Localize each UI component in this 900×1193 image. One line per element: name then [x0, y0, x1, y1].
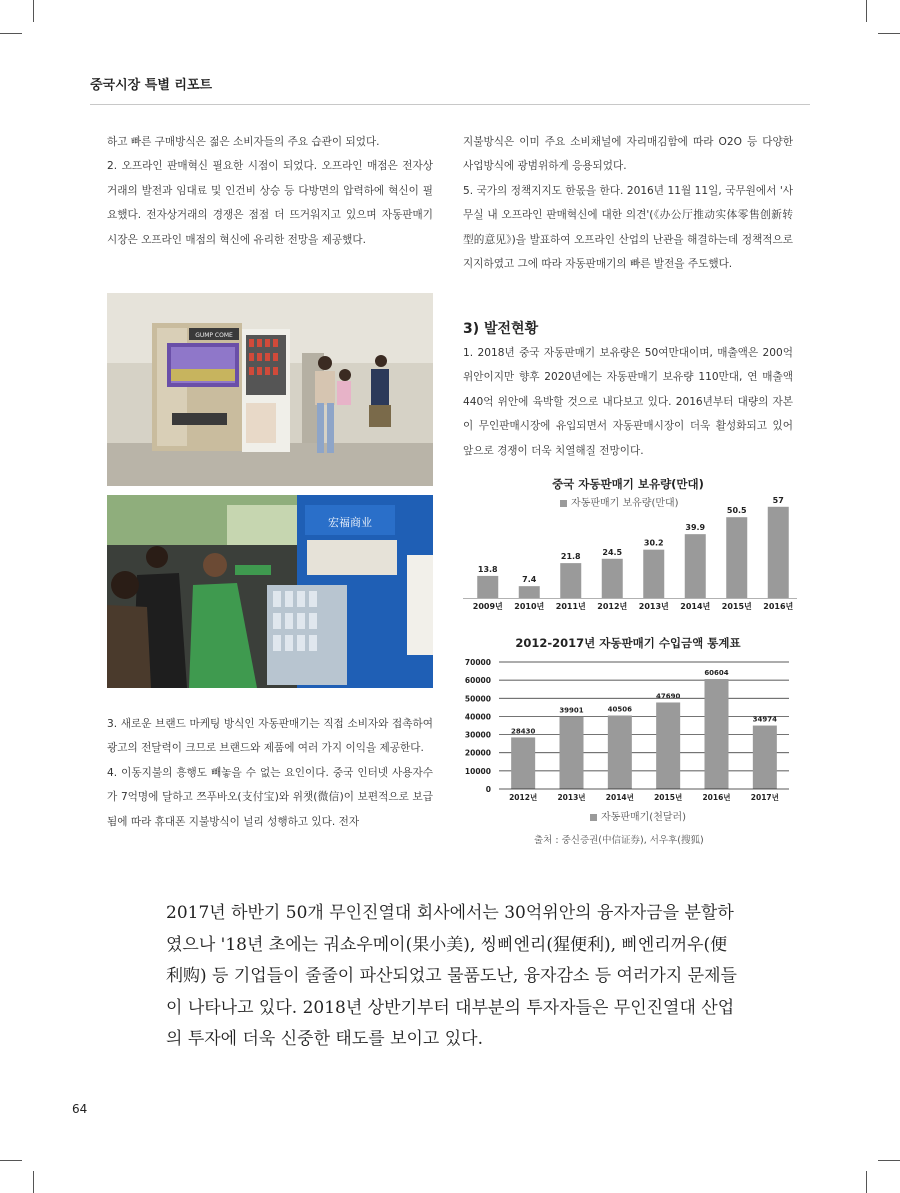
y-tick-label: 70000 [464, 658, 491, 667]
chart-title: 중국 자동판매기 보유량(만대) [552, 477, 704, 491]
x-tick-label: 2014년 [680, 602, 711, 611]
paragraph: 5. 국가의 정책지지도 한몫을 한다. 2016년 11월 11일, 국무원에서 '사무실 내 오프라인 판매혁신에 대한 의견'(《办公厅推动实体零售创新转型的意见》)을 발표하여 오프라인 산업의 난관을 해결하는데 정책적으로 지지하였고 그에 따라 자동판매기의 빠른 발전을 주도했다. [463, 184, 793, 271]
paragraph: 1. 2018년 중국 자동판매기 보유량은 50여만대이며, 매출액은 200억 위안이지만 향후 2020년에는 자동판매기 보유량 110만대, 연 매출액 440억 위안에 육박할 것으로 내다보고 있다. 2016년부터 대량의 자본이 무인판매시장에 유입되면서 자동판매시장이 더욱 활성화되고 있어 앞으로 경쟁이 더욱 치열해질 전망이다. [463, 347, 793, 457]
x-tick-label: 2013년 [557, 793, 586, 802]
crop-mark [33, 0, 34, 22]
data-label: 47690 [655, 692, 681, 701]
brand-text: GUMP COME [195, 332, 233, 339]
bar [608, 716, 632, 789]
crop-mark [33, 1171, 34, 1193]
holdings-bar-chart [463, 490, 797, 618]
source-note: 출처 : 중신증권(中信证券), 서우후(搜狐) [534, 835, 704, 846]
y-tick-label: 40000 [464, 712, 491, 722]
data-label: 60604 [704, 669, 729, 678]
bar [602, 559, 623, 598]
page-number: 64 [72, 1102, 88, 1116]
vending-machine-users-photo [107, 495, 433, 688]
bar [477, 576, 498, 598]
paragraph: 3. 새로운 브랜드 마케팅 방식인 자동판매기는 직접 소비자와 접촉하여 광고의 전달력이 크므로 브랜드와 제품에 여러 가지 이익을 제공한다. [107, 718, 433, 755]
crop-mark [878, 33, 900, 34]
y-tick-label: 20000 [464, 748, 491, 758]
bar [560, 563, 581, 598]
x-tick-label: 2014년 [605, 793, 634, 802]
paragraph: 지불방식은 이미 주요 소비채널에 자리매김함에 따라 O2O 등 다양한 사업방식에 광범위하게 응용되었다. [463, 136, 793, 173]
import-bar-chart [463, 652, 797, 808]
bar [726, 517, 747, 598]
paragraph: 하고 빠른 구매방식은 젊은 소비자들의 주요 습관이 되었다. [107, 136, 380, 148]
data-label: 13.8 [477, 564, 498, 574]
paragraph: 2017년 하반기 50개 무인진열대 회사에서는 30억위안의 융자자금을 분할하였으나 '18년 초에는 궈쇼우메이(果小美), 씽삐엔리(猩便利), 삐엔리꺼우(便利购) 등 기업들이 줄줄이 파산되었고 물품도난, 융자감소 등 여러가지 문제들이 나타나고 있다. 2018년 상반기부터 대부분의 투자자들은 무인진열대 산업의 투자에 더욱 신중한 태도를 보이고 있다. [166, 903, 737, 1049]
bar [643, 550, 664, 598]
data-label: 39901 [559, 706, 584, 715]
data-label: 21.8 [560, 552, 581, 562]
left-column-text [107, 130, 433, 252]
bar [511, 737, 535, 789]
section-text [463, 341, 793, 463]
x-tick-label: 2009년 [472, 602, 503, 611]
x-tick-label: 2011년 [555, 602, 586, 611]
data-label: 30.2 [643, 538, 664, 548]
bar [705, 679, 729, 789]
right-column-text [463, 130, 793, 276]
data-label: 28430 [510, 727, 536, 736]
crop-mark [878, 1160, 900, 1161]
chart-legend [590, 808, 686, 823]
paragraph: 2. 오프라인 판매혁신 필요한 시점이 되었다. 오프라인 매점은 전자상거래의 발전과 임대료 및 인건비 상승 등 다방면의 압력하에 혁신이 필요했다. 전자상거래의 경쟁은 점점 더 뜨거워지고 있으며 자동판매기 시장은 오프라인 매점의 혁신에 유리한 전망을 제공했다. [107, 160, 433, 246]
left-column-bottom-text [107, 712, 433, 834]
legend-label: 자동판매기 보유량(만대) [571, 498, 679, 509]
bar [519, 586, 540, 598]
crop-mark [866, 1171, 867, 1193]
y-tick-label: 10000 [464, 766, 491, 776]
running-header: 중국시장 특별 리포트 [90, 78, 213, 93]
chart-title: 2012-2017년 자동판매기 수입금액 통계표 [515, 636, 741, 650]
data-label: 57 [772, 495, 784, 505]
x-tick-label: 2012년 [597, 602, 628, 611]
x-tick-label: 2017년 [750, 793, 779, 802]
x-tick-label: 2015년 [654, 793, 683, 802]
data-label: 40506 [607, 705, 633, 714]
bar [768, 507, 789, 598]
paragraph: 4. 이동지불의 흥행도 빼놓을 수 없는 요인이다. 중국 인터넷 사용자수가 7억명에 달하고 쯔푸바오(支付宝)와 위챗(微信)이 보편적으로 보급됨에 따라 휴대폰 지불방식이 널리 성행하고 있다. 전자 [107, 766, 433, 828]
y-tick-label: 60000 [464, 676, 491, 686]
header-divider [90, 104, 810, 105]
y-tick-label: 30000 [464, 730, 491, 740]
y-tick-label: 50000 [464, 694, 491, 704]
x-tick-label: 2013년 [638, 602, 669, 611]
bar [753, 726, 777, 789]
bar [656, 702, 680, 789]
crop-mark [0, 33, 22, 34]
sign-text: 宏福商业 [328, 516, 372, 529]
bar [685, 534, 706, 598]
bar [560, 717, 584, 789]
y-tick-label: 0 [485, 785, 491, 794]
crop-mark [866, 0, 867, 22]
data-label: 24.5 [602, 547, 623, 557]
x-tick-label: 2016년 [763, 602, 794, 611]
x-tick-label: 2012년 [509, 793, 538, 802]
legend-swatch [590, 814, 597, 821]
data-label: 7.4 [522, 575, 537, 585]
x-tick-label: 2016년 [702, 793, 731, 802]
vending-machine-photo [107, 293, 433, 486]
data-label: 34974 [752, 715, 778, 724]
x-tick-label: 2015년 [721, 602, 752, 611]
section-heading: 3) 발전현황 [463, 321, 539, 337]
data-label: 39.9 [685, 523, 706, 533]
legend-label: 자동판매기(천달러) [601, 812, 687, 823]
crop-mark [0, 1160, 22, 1161]
data-label: 50.5 [726, 506, 747, 516]
highlight-paragraph [166, 898, 738, 1056]
x-tick-label: 2010년 [514, 602, 545, 611]
